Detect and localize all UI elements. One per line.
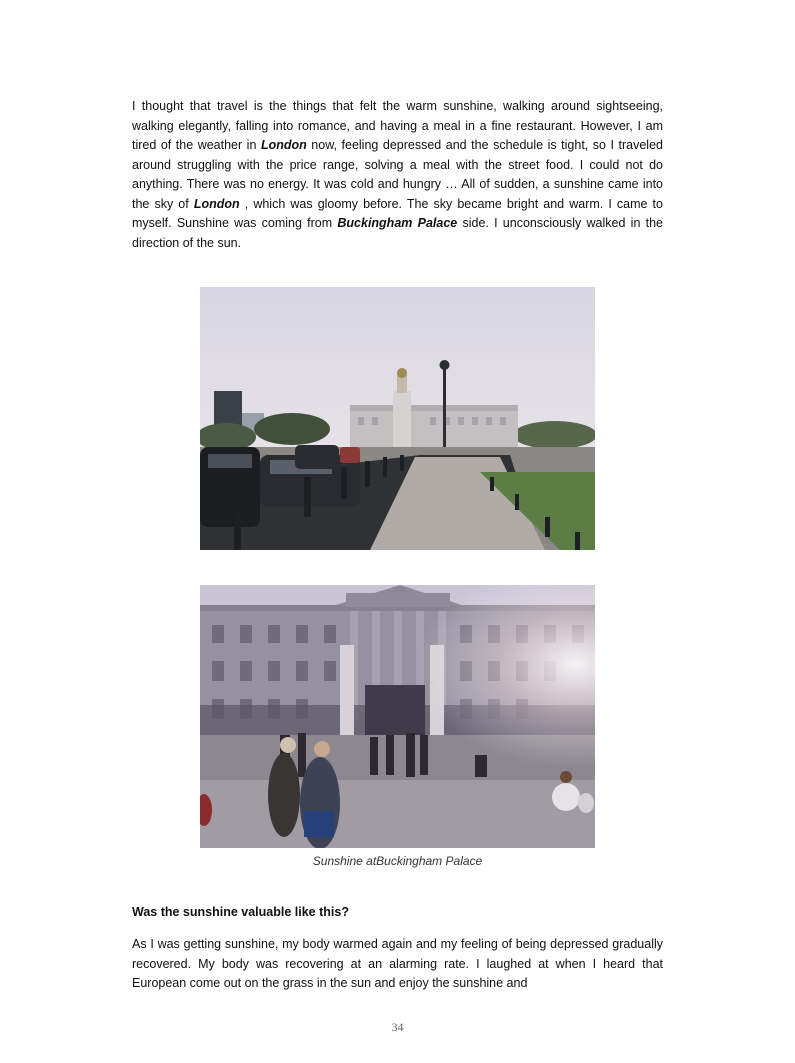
intro-text-4: side. I unconsciously walked in the direction of the sun. (132, 216, 663, 250)
intro-paragraph (132, 97, 663, 253)
bold-london-1: London (260, 138, 307, 152)
page-number: 34 (391, 1020, 404, 1034)
photo-palace-approach (200, 287, 595, 550)
intro-text-3: , which was gloomy before. The sky became bright and warm. I came to myself. Sunshine was coming from (132, 196, 663, 230)
figure-caption: Sunshine atBuckingham Palace (312, 854, 483, 868)
intro-text-1: I thought that travel is the things that felt the warm sunshine, walking around sightseeing, walking elegantly, falling into romance, and having a meal in a fine restaurant. However, I am tired of the weather in (132, 99, 663, 152)
section-heading: Was the sunshine valuable like this? (132, 905, 349, 919)
photo-palace-facade (200, 585, 595, 848)
section-paragraph: As I was getting sunshine, my body warmed again and my feeling of being depressed gradually recovered. My body was recovering at an alarming rate. I laughed at when I heard that European come out on the grass in the sun and enjoy the sunshine and (132, 937, 663, 990)
bold-buckingham-palace: Buckingham Palace (337, 216, 458, 230)
intro-text-2: now, feeling depressed and the schedule is tight, so I traveled around struggling with the price range, solving a meal with the street food. I could not do anything. There was no energy. It was cold and hungry … All of sudden, a sunshine came into the sky of (132, 138, 663, 211)
bold-london-2: London (193, 196, 240, 211)
